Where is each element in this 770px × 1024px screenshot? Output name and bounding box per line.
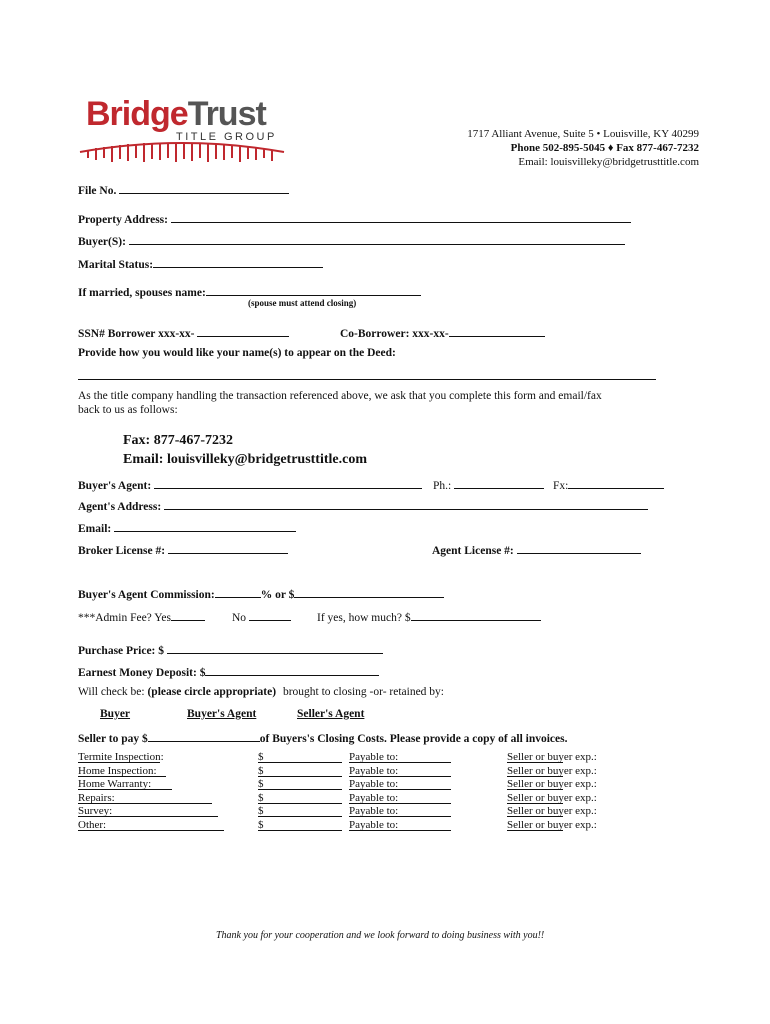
seller-pay-label: Seller to pay $: [78, 733, 148, 745]
ssn-borrower-label: SSN# Borrower xxx-xx-: [78, 328, 195, 340]
logo-bridge-text: Bridge: [86, 95, 188, 133]
phone-fax-line: Phone 502-895-5045 ♦ Fax 877-467-7232: [510, 142, 699, 154]
phone-field[interactable]: [454, 477, 544, 489]
cost-desc-field[interactable]: [78, 792, 212, 804]
purchase-price-field[interactable]: [167, 642, 383, 654]
cost-desc-field[interactable]: [78, 778, 172, 790]
payable-label: Payable to:: [349, 778, 399, 790]
company-address: [467, 127, 699, 169]
payable-label: Payable to:: [349, 818, 399, 831]
admin-fee-yes-field[interactable]: [171, 609, 205, 621]
cost-label: Other:: [78, 818, 107, 831]
marital-status-label: Marital Status:: [78, 259, 154, 271]
thank-you-note: Thank you for your cooperation and we look forward to doing business with you!!: [216, 930, 545, 941]
earnest-money-field[interactable]: [205, 664, 379, 676]
payable-field[interactable]: [349, 751, 451, 763]
cost-dollar: $: [258, 818, 264, 831]
payable-field[interactable]: [349, 805, 451, 817]
cost-amount-field[interactable]: [258, 751, 342, 763]
cost-dollar: $: [258, 791, 264, 804]
phone-label: Ph.:: [433, 480, 452, 492]
exp-field[interactable]: [507, 792, 563, 804]
option-buyers-agent[interactable]: Buyer's Agent: [187, 708, 257, 720]
file-no-field[interactable]: [119, 182, 289, 194]
commission-percent-field[interactable]: [215, 586, 261, 598]
fax-field[interactable]: [568, 477, 664, 489]
agent-license-label: Agent License #:: [432, 545, 514, 557]
cost-amount-field[interactable]: [258, 819, 342, 831]
property-address-label: Property Address:: [78, 214, 168, 226]
bridge-bars-icon: [78, 140, 288, 164]
address-line: 1717 Alliant Avenue, Suite 5 • Louisville, KY 40299: [467, 128, 699, 140]
ssn-coborrower-label: Co-Borrower: xxx-xx-: [340, 328, 449, 340]
payable-label: Payable to:: [349, 805, 399, 817]
exp-label: Seller or buyer exp.:: [507, 805, 597, 817]
broker-license-field[interactable]: [168, 542, 288, 554]
spouses-name-label: If married, spouses name:: [78, 287, 206, 299]
payable-field[interactable]: [349, 792, 451, 804]
cost-desc-field[interactable]: [78, 751, 160, 763]
deed-prompt: Provide how you would like your name(s) to appear on the Deed:: [78, 347, 396, 359]
cost-amount-field[interactable]: [258, 778, 342, 790]
buyers-label: Buyer(S):: [78, 236, 126, 248]
payable-field[interactable]: [349, 778, 451, 790]
buyers-agent-label: Buyer's Agent:: [78, 480, 152, 492]
instructions-line2: back to us as follows:: [78, 404, 178, 416]
commission-label: Buyer's Agent Commission:: [78, 589, 215, 601]
broker-license-label: Broker License #:: [78, 545, 166, 557]
marital-status-field[interactable]: [153, 256, 323, 268]
cost-amount-field[interactable]: [258, 792, 342, 804]
email-field[interactable]: [114, 520, 296, 532]
exp-field[interactable]: [507, 805, 563, 817]
fax-label: Fx:: [553, 480, 569, 492]
property-address-field[interactable]: [171, 211, 631, 223]
exp-label: Seller or buyer exp.:: [507, 751, 597, 763]
logo-subtitle: TITLE GROUP: [176, 131, 277, 143]
company-logo: [78, 96, 288, 164]
payable-field[interactable]: [349, 765, 451, 777]
file-no-label: File No.: [78, 185, 117, 197]
earnest-money-label: Earnest Money Deposit: $: [78, 667, 206, 679]
check-suffix: brought to closing -or- retained by:: [282, 686, 445, 698]
agents-address-field[interactable]: [164, 498, 648, 510]
ssn-coborrower-field[interactable]: [449, 325, 545, 337]
logo-trust-text: Trust: [187, 95, 266, 133]
ssn-borrower-field[interactable]: [197, 325, 289, 337]
cost-dollar: $: [258, 764, 264, 777]
purchase-price-label: Purchase Price: $: [78, 645, 165, 657]
seller-pay-field[interactable]: [148, 730, 260, 742]
cost-dollar: $: [258, 805, 264, 817]
agent-license-field[interactable]: [517, 542, 641, 554]
spouse-note: (spouse must attend closing): [248, 298, 357, 308]
cost-label: Survey:: [78, 805, 113, 817]
admin-fee-no-label: No: [232, 612, 247, 624]
exp-field[interactable]: [507, 778, 563, 790]
seller-pay-suffix: of Buyers's Closing Costs. Please provide a copy of all invoices.: [259, 733, 568, 745]
cost-desc-field[interactable]: [78, 765, 166, 777]
cost-amount-field[interactable]: [258, 805, 342, 817]
exp-label: Seller or buyer exp.:: [507, 778, 597, 790]
exp-label: Seller or buyer exp.:: [507, 764, 597, 777]
payable-field[interactable]: [349, 819, 451, 831]
email-line: Email: louisvilleky@bridgetrusttitle.com: [518, 156, 699, 168]
commission-mid-label: % or $: [260, 589, 295, 601]
exp-label: Seller or buyer exp.:: [507, 791, 597, 804]
buyers-field[interactable]: [129, 233, 625, 245]
admin-fee-label: ***Admin Fee? Yes: [78, 612, 171, 624]
cost-label: Home Warranty:: [78, 778, 152, 790]
spouses-name-field[interactable]: [206, 284, 421, 296]
check-prefix: Will check be:: [78, 686, 145, 698]
exp-field[interactable]: [507, 751, 563, 763]
option-buyer[interactable]: Buyer: [100, 708, 131, 720]
cost-desc-field[interactable]: [78, 805, 218, 817]
cost-label: Termite Inspection:: [78, 751, 164, 763]
agents-address-label: Agent's Address:: [78, 501, 162, 513]
buyers-agent-field[interactable]: [154, 477, 422, 489]
cost-dollar: $: [258, 778, 264, 790]
cost-dollar: $: [258, 751, 264, 763]
commission-amount-field[interactable]: [294, 586, 444, 598]
check-instruction: (please circle appropriate): [147, 686, 277, 698]
cost-desc-field[interactable]: [78, 819, 224, 831]
payable-label: Payable to:: [349, 764, 399, 777]
cost-label: Repairs:: [78, 791, 115, 804]
email-address: Email: louisvilleky@bridgetrusttitle.com: [123, 452, 368, 467]
if-yes-label: If yes, how much? $: [317, 612, 411, 624]
admin-fee-no-field[interactable]: [249, 609, 291, 621]
exp-label: Seller or buyer exp.:: [507, 818, 597, 831]
admin-fee-amount-field[interactable]: [411, 609, 541, 621]
exp-field[interactable]: [507, 819, 563, 831]
option-sellers-agent[interactable]: Seller's Agent: [297, 708, 365, 720]
fax-number: Fax: 877-467-7232: [123, 433, 234, 448]
payable-label: Payable to:: [349, 791, 399, 804]
instructions-line1: As the title company handling the transaction referenced above, we ask that you complete this form and email/fax: [78, 390, 602, 402]
cost-amount-field[interactable]: [258, 765, 342, 777]
payable-label: Payable to:: [349, 751, 399, 763]
exp-field[interactable]: [507, 765, 563, 777]
deed-name-field[interactable]: [78, 368, 656, 380]
cost-label: Home Inspection:: [78, 764, 157, 777]
email-label: Email:: [78, 523, 112, 535]
